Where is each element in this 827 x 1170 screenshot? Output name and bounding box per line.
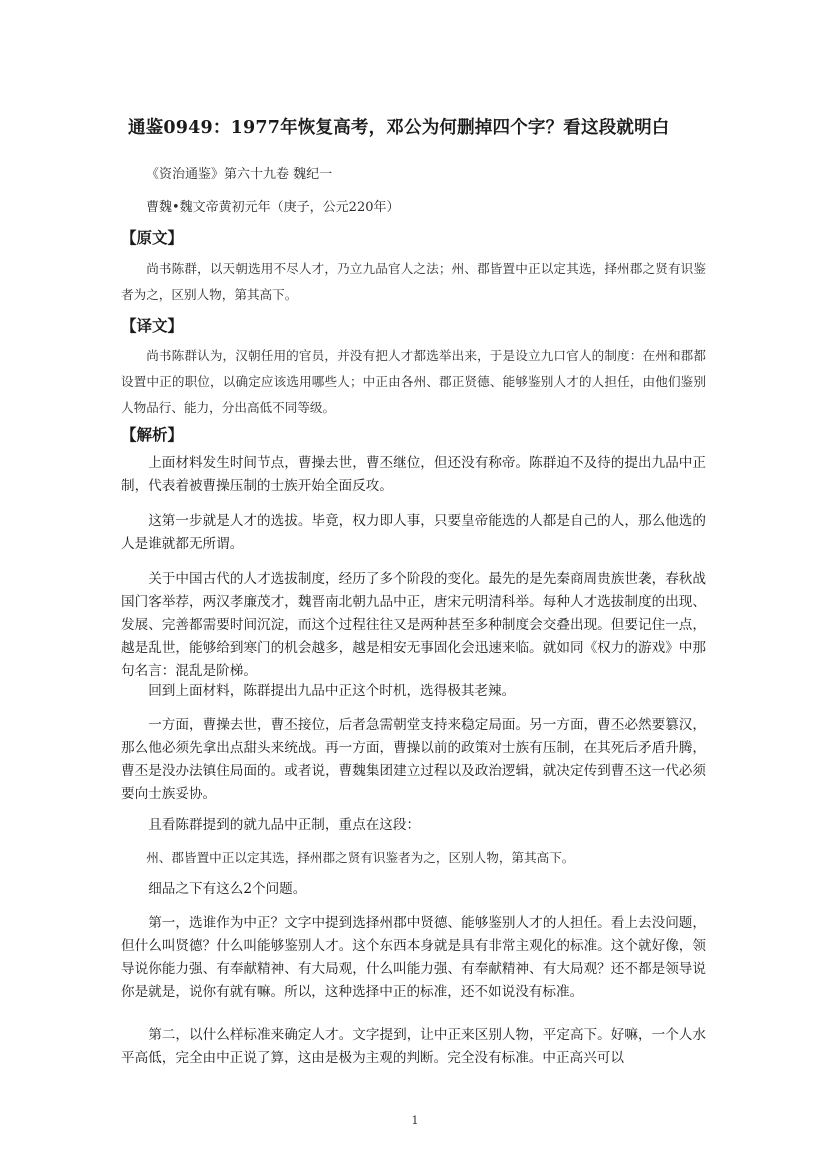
analysis-heading: 【解析】 (121, 425, 184, 444)
original-heading: 【原文】 (121, 228, 184, 247)
original-text: 尚书陈群，以天朝选用不尽人才，乃立九品官人之法；州、郡皆置中正以定其选，择州郡之贤有识鉴者为之，区别人物，第其高下。 (121, 261, 706, 302)
analysis-paragraph: 这第一步就是人才的选拔。毕竟，权力即人事，只要皇帝能选的人都是自己的人，那么他选的人是谁就都无所谓。 (121, 513, 706, 552)
analysis-paragraph: 关于中国古代的人才选拔制度，经历了多个阶段的变化。最先的是先秦商周贵族世袭，春秋战国门客举荐，两汉孝廉茂才，魏晋南北朝九品中正，唐宋元明清科举。每种人才选拔制度的出现、发展、完善都需要时间沉淀，而这个过程往往又是两种甚至多种制度会交叠出现。但要记住一点，越是乱世，能够给到寒门的机会越多，越是相安无事固化会迅速来临。就如同《权力的游戏》中那句名言：混乱是阶梯。 (121, 571, 706, 679)
analysis-paragraph: 一方面，曹操去世，曹丕接位，后者急需朝堂支持来稳定局面。另一方面，曹丕必然要篡汉，那么他必须先拿出点甜头来统战。再一方面，曹操以前的政策对士族有压制，在其死后矛盾升腾，曹丕是没办法镇住局面的。或者说，曹魏集团建立过程以及政治逻辑，就决定传到曹丕这一代必须要向士族妥协。 (121, 717, 706, 802)
analysis-paragraph: 第一，选谁作为中正？文字中提到选择州郡中贤德、能够鉴别人才的人担任。看上去没问题，但什么叫贤德？什么叫能够鉴别人才。这个东西本身就是具有非常主观化的标准。这个就好像，领导说你能力强、有奉献精神、有大局观，什么叫能力强、有奉献精神、有大局观？还不都是领导说你是就是，说你有就有嘛。所以，这种选择中正的标准，还不如说没有标准。 (121, 915, 706, 1000)
analysis-paragraph: 回到上面材料，陈群提出九品中正这个时机，选得极其老辣。 (148, 683, 516, 699)
analysis-paragraph: 且看陈群提到的就九品中正制，重点在这段： (148, 817, 421, 833)
translation-heading: 【译文】 (121, 316, 184, 335)
document-title: 通鉴0949：1977年恢复高考，邓公为何删掉四个字？看这段就明白 (128, 118, 670, 138)
period-line: 曹魏•魏文帝黄初元年（庚子，公元220年） (146, 200, 400, 215)
analysis-paragraph: 上面材料发生时间节点，曹操去世，曹丕继位，但还没有称帝。陈群迫不及待的提出九品中正制，代表着被曹操压制的士族开始全面反攻。 (121, 455, 706, 494)
analysis-paragraph: 第二，以什么样标准来确定人才。文字提到，让中正来区别人物，平定高下。好嘛，一个人水平高低，完全由中正说了算，这由是极为主观的判断。完全没有标准。中正高兴可以 (121, 1027, 706, 1066)
quoted-passage: 州、郡皆置中正以定其选，择州郡之贤有识鉴者为之，区别人物，第其高下。 (146, 850, 575, 865)
translation-text: 尚书陈群认为，汉朝任用的官员，并没有把人才都选举出来，于是设立九口官人的制度：在州和郡都设置中正的职位，以确定应该选用哪些人；中正由各州、郡正贤德、能够鉴别人才的人担任，由他们鉴别人物品行、能力，分出高低不同等级。 (121, 348, 706, 415)
source-line: 《资治通鉴》第六十九卷 魏纪一 (146, 167, 333, 182)
page-number: 1 (411, 1114, 419, 1127)
analysis-paragraph: 细品之下有这么2个问题。 (148, 881, 307, 897)
